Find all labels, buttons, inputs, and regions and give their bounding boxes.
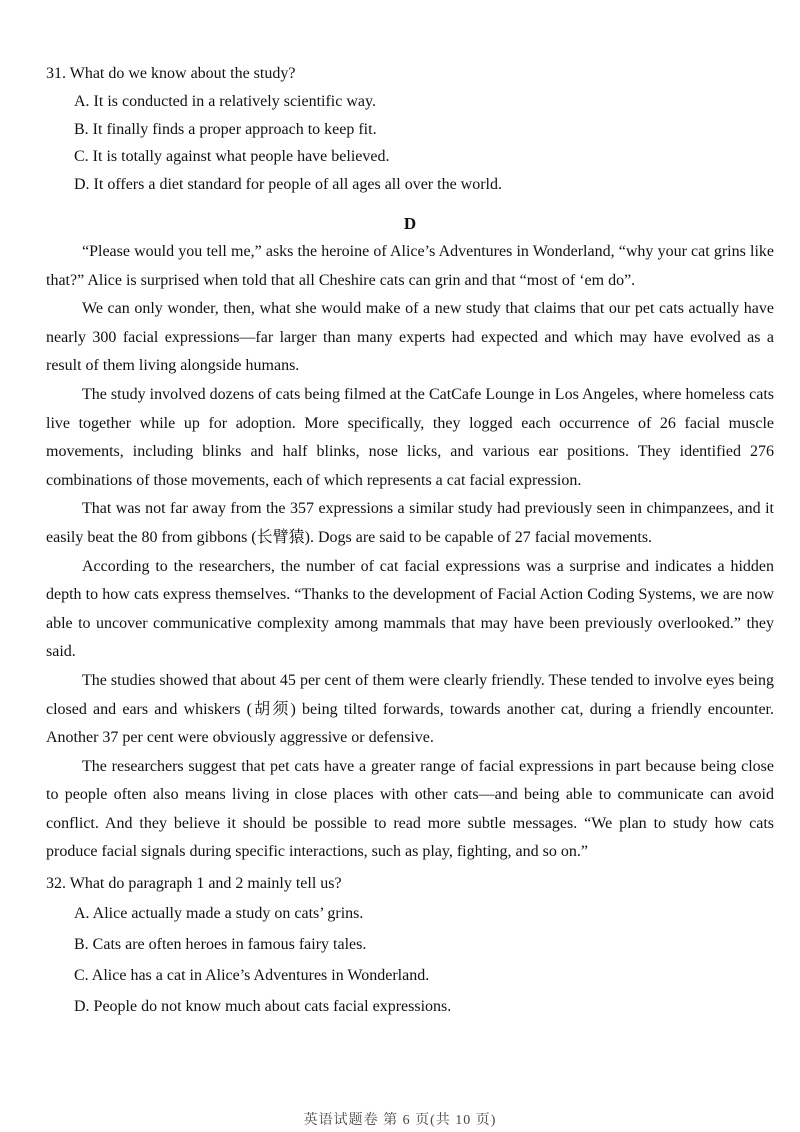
option-d: D. It offers a diet standard for people of all ages all over the world. [74, 175, 502, 193]
paragraph: The researchers suggest that pet cats have a greater range of facial expressions in part because being close to people often also means living in close places with other cats—and being able to communicate can avoid conflict. And they believe it should be possible to read more subtle messages. “We plan to study how cats produce facial signals during specific interactions, such as play, fighting, and so on.” [46, 757, 774, 861]
option-a: A. It is conducted in a relatively scientific way. [74, 93, 376, 110]
question-32 [46, 869, 774, 1022]
option-c: C. It is totally against what people have believed. [74, 148, 390, 165]
paragraph: The study involved dozens of cats being filmed at the CatCafe Lounge in Los Angeles, where homeless cats live together while up for adoption. More specifically, they logged each occurrence of 26 facial muscle movements, including blinks and half blinks, nose licks, and various ear positions. They identified 276 combinations of those movements, each of which represents a cat facial expression. [46, 385, 774, 489]
paragraph: We can only wonder, then, what she would make of a new study that claims that our pet cats actually have nearly 300 facial expressions—far larger than many experts had expected and which may have evolved as a result of them living alongside humans. [46, 300, 774, 375]
option-a: A. Alice actually made a study on cats’ grins. [74, 905, 364, 923]
option-b: B. It finally finds a proper approach to keep fit. [74, 120, 377, 138]
paragraph: That was not far away from the 357 expressions a similar study had previously seen in chimpanzees, and it easily beat the 80 from gibbons (长臂猿). Dogs are said to be capable of 27 facial movements. [46, 500, 774, 546]
reading-passage [46, 238, 774, 867]
paragraph: The studies showed that about 45 per cent of them were clearly friendly. These tended to involve eyes being closed and ears and whiskers (胡须) being tilted forwards, towards another cat, during a friendly encounter. Another 37 per cent were obviously aggressive or defensive. [46, 671, 774, 747]
question-31 [46, 60, 774, 198]
option-c: C. Alice has a cat in Alice’s Adventures in Wonderland. [74, 967, 430, 985]
exam-page [46, 60, 774, 1022]
page-footer: 英语试题卷 第 6 页(共 10 页) [303, 1113, 497, 1128]
section-heading: D [403, 214, 417, 233]
paragraph: According to the researchers, the number of cat facial expressions was a surprise and indicates a hidden depth to how cats express themselves. “Thanks to the development of Facial Action Coding Systems, we are now able to uncover communicative complexity among mammals that may have been previously overlooked.” they said. [46, 557, 774, 661]
question-stem: 31. What do we know about the study? [46, 65, 296, 82]
question-stem: 32. What do paragraph 1 and 2 mainly tell us? [46, 875, 342, 893]
paragraph: “Please would you tell me,” asks the heroine of Alice’s Adventures in Wonderland, “why your cat grins like that?” Alice is surprised when told that all Cheshire cats can grin and that “most of ‘em do”. [46, 243, 774, 289]
option-d: D. People do not know much about cats facial expressions. [74, 998, 452, 1016]
option-b: B. Cats are often heroes in famous fairy tales. [74, 936, 367, 954]
